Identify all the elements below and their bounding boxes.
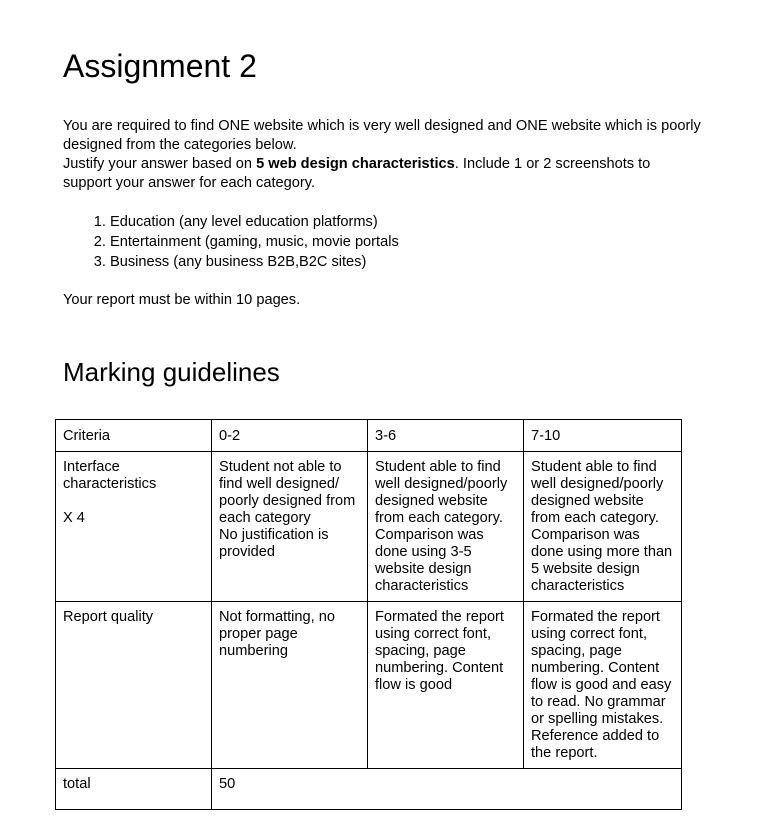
score-cell-high: Student able to find well designed/poorly designed website from each category. Comparison was done using more than 5 website design characteristics	[524, 452, 682, 602]
total-label: total	[56, 769, 212, 810]
header-cell: 3-6	[368, 420, 524, 452]
table-row-interface	[56, 452, 682, 602]
criteria-weight: X 4	[63, 510, 85, 526]
category-item: 2. Entertainment (gaming, music, movie portals	[110, 232, 399, 252]
total-value: 50	[212, 769, 682, 810]
justify-suffix: . Include 1 or 2 screenshots to support your answer for each category.	[63, 156, 651, 191]
criteria-cell: Report quality	[56, 602, 212, 769]
header-cell: 7-10	[524, 420, 682, 452]
justify-emphasis: 5 web design characteristics	[256, 156, 455, 172]
score-cell-high: Formated the report using correct font, spacing, page numbering. Content flow is good and easy to read. No grammar or spelling mistakes. Reference added to the report.	[524, 602, 682, 769]
score-cell-mid: Formated the report using correct font, spacing, page numbering. Content flow is good	[368, 602, 524, 769]
score-cell-low	[212, 452, 368, 602]
header-cell: 0-2	[212, 420, 368, 452]
marking-heading: Marking guidelines	[63, 357, 280, 387]
table-row-total	[56, 769, 682, 810]
marking-table	[55, 419, 682, 810]
score-cell-mid: Student able to find well designed/poorly designed website from each category. Comparison was done using 3-5 website design characteristics	[368, 452, 524, 602]
category-list	[86, 212, 399, 272]
page-limit-note: Your report must be within 10 pages.	[63, 292, 301, 308]
page-title: Assignment 2	[63, 48, 257, 84]
instructions	[63, 117, 703, 193]
table-header-row	[56, 420, 682, 452]
score-cell-low: Not formatting, no proper page numbering	[212, 602, 368, 769]
criteria-cell	[56, 452, 212, 602]
criteria-label: Interface characteristics	[63, 459, 157, 492]
instruction-justify	[63, 155, 703, 193]
justify-prefix: Justify your answer based on	[63, 156, 257, 172]
cell-text: Student not able to find well designed/ poorly designed from each category	[219, 459, 356, 526]
header-cell: Criteria	[56, 420, 212, 452]
category-item: 3. Business (any business B2B,B2C sites)	[110, 252, 399, 272]
cell-text: No justification is provided	[219, 527, 329, 560]
category-item: 1. Education (any level education platforms)	[110, 212, 399, 232]
instruction-line: You are required to find ONE website which is very well designed and ONE website which is poorly designed from the categories below.	[63, 118, 701, 153]
table-row-report	[56, 602, 682, 769]
